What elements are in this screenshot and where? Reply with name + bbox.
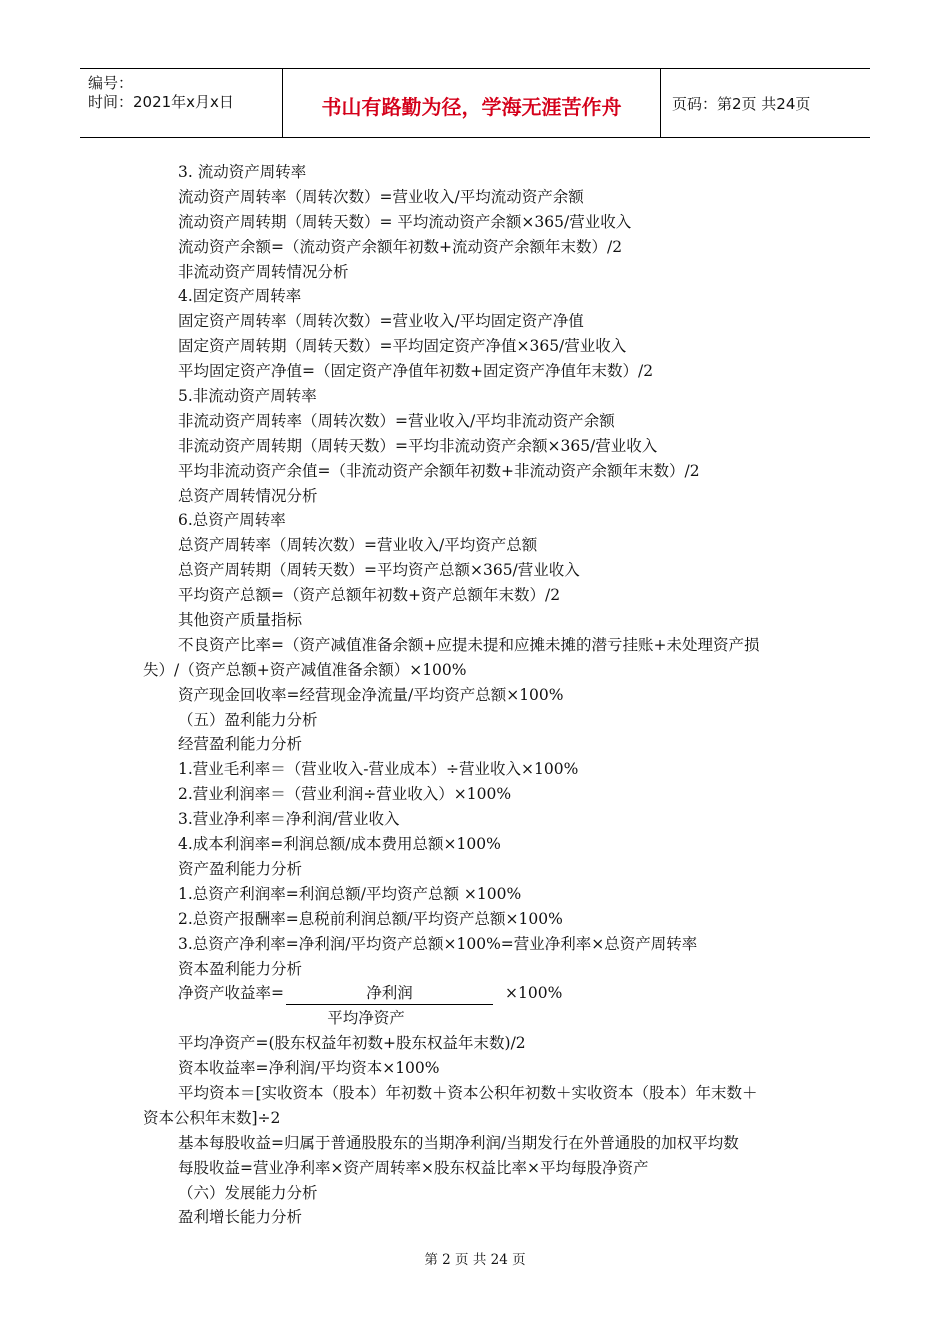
body-line: 基本每股收益=归属于普通股股东的当期净利润/当期发行在外普通股的加权平均数 <box>178 1133 739 1152</box>
body-line: 流动资产周转率（周转次数）=营业收入/平均流动资产余额 <box>178 187 584 206</box>
body-line: 平均资本＝[实收资本（股本）年初数＋资本公积年初数＋实收资本（股本）年末数＋ <box>178 1083 758 1102</box>
body-line: 每股收益=营业净利率×资产周转率×股东权益比率×平均每股净资产 <box>178 1158 649 1177</box>
body-line: 4.固定资产周转率 <box>178 287 302 306</box>
document-body <box>143 160 823 1230</box>
document-number-label: 编号： <box>88 74 134 92</box>
body-line: 3. 流动资产周转率 <box>178 163 307 181</box>
section-heading: 盈利增长能力分析 <box>178 1208 303 1227</box>
body-line: 流动资产周转期（周转天数）= 平均流动资产余额×365/营业收入 <box>178 212 632 231</box>
section-heading: 资产盈利能力分析 <box>178 859 303 878</box>
body-line: 3.营业净利率＝净利润/营业收入 <box>178 810 400 829</box>
body-line-continuation: 资本公积年末数]÷2 <box>143 1108 281 1127</box>
body-line: 不良资产比率=（资产减值准备余额+应提未提和应摊未摊的潜亏挂账+未处理资产损 <box>178 635 760 654</box>
page-header <box>80 68 870 138</box>
body-line: 平均资产总额=（资产总额年初数+资产总额年末数）/2 <box>178 586 561 605</box>
header-page-code: 页码：第2页 共24页 <box>672 95 811 113</box>
section-heading: 其他资产质量指标 <box>178 611 303 630</box>
body-line: 非流动资产周转率（周转次数）=营业收入/平均非流动资产余额 <box>178 411 615 430</box>
body-line: 5.非流动资产周转率 <box>178 387 317 406</box>
body-line: 3.总资产净利率=净利润/平均资产总额×100%=营业净利率×总资产周转率 <box>178 934 698 953</box>
roe-numerator: 净利润 <box>286 981 493 1005</box>
roe-multiplier: ×100% <box>505 984 563 1003</box>
body-line: 6.总资产周转率 <box>178 511 286 530</box>
section-heading: 非流动资产周转情况分析 <box>178 262 349 281</box>
header-page-cell <box>662 69 870 137</box>
document-time-label: 时间：2021年x月x日 <box>88 93 234 111</box>
body-line: 平均固定资产净值=（固定资产净值年初数+固定资产净值年末数）/2 <box>178 362 654 381</box>
body-line: 流动资产余额=（流动资产余额年初数+流动资产余额年末数）/2 <box>178 237 623 256</box>
body-line: 固定资产周转率（周转次数）=营业收入/平均固定资产净值 <box>178 312 584 331</box>
body-line: 4.成本利润率=利润总额/成本费用总额×100% <box>178 835 501 854</box>
body-line: 固定资产周转期（周转天数）=平均固定资产净值×365/营业收入 <box>178 337 627 356</box>
body-line: 平均净资产=(股东权益年初数+股东权益年末数)/2 <box>178 1034 526 1053</box>
header-info-cell <box>80 69 283 137</box>
body-line: 总资产周转期（周转天数）=平均资产总额×365/营业收入 <box>178 561 580 580</box>
body-line-continuation: 失）/（资产总额+资产减值准备余额）×100% <box>143 660 467 679</box>
section-heading: （五）盈利能力分析 <box>178 710 318 729</box>
section-heading: 总资产周转情况分析 <box>178 486 318 505</box>
roe-formula <box>143 981 823 1031</box>
section-heading: 经营盈利能力分析 <box>178 735 303 754</box>
body-line: 2.营业利润率＝（营业利润÷营业收入）×100% <box>178 785 512 804</box>
roe-denominator: 平均净资产 <box>327 1009 405 1028</box>
section-heading: （六）发展能力分析 <box>178 1183 318 1202</box>
roe-label: 净资产收益率= <box>178 984 284 1003</box>
body-line: 2.总资产报酬率=息税前利润总额/平均资产总额×100% <box>178 909 563 928</box>
body-line: 1.总资产利润率=利润总额/平均资产总额 ×100% <box>178 884 522 903</box>
section-heading: 资本盈利能力分析 <box>178 959 303 978</box>
header-motto: 书山有路勤为径，学海无涯苦作舟 <box>321 95 622 119</box>
header-motto-cell <box>283 69 661 137</box>
body-line: 总资产周转率（周转次数）=营业收入/平均资产总额 <box>178 536 538 555</box>
body-line: 1.营业毛利率＝（营业收入-营业成本）÷营业收入×100% <box>178 760 579 779</box>
body-line: 平均非流动资产余值=（非流动资产余额年初数+非流动资产余额年末数）/2 <box>178 461 700 480</box>
body-line: 资本收益率=净利润/平均资本×100% <box>178 1059 440 1078</box>
body-line: 非流动资产周转期（周转天数）=平均非流动资产余额×365/营业收入 <box>178 436 658 455</box>
page-footer: 第 2 页 共 24 页 <box>424 1252 526 1268</box>
body-line: 资产现金回收率=经营现金净流量/平均资产总额×100% <box>178 685 564 704</box>
